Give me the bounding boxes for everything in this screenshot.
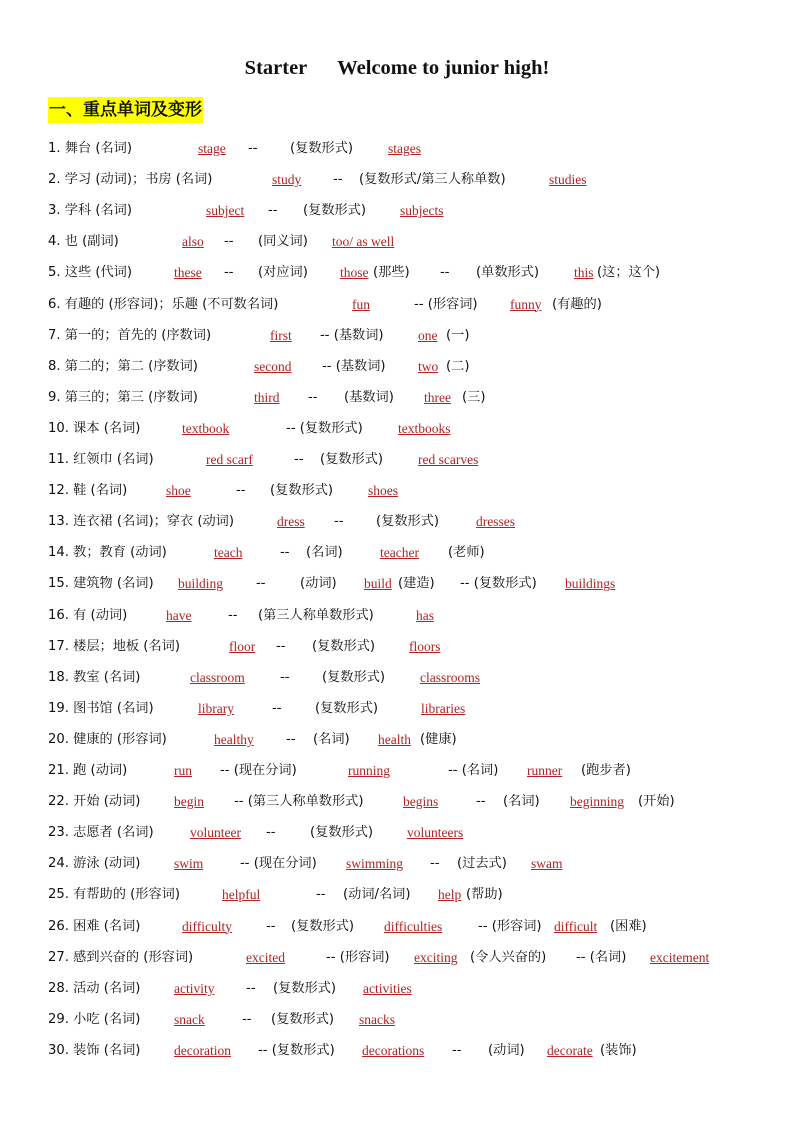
item-text: -- bbox=[440, 265, 450, 281]
vocab-row bbox=[0, 947, 794, 969]
answer-word: help bbox=[438, 887, 462, 903]
answer-word: building bbox=[178, 576, 224, 592]
answer-word: difficulties bbox=[384, 918, 443, 934]
item-text: (装饰) bbox=[600, 1042, 637, 1058]
item-text: (三) bbox=[462, 389, 486, 405]
answer-word: have bbox=[166, 607, 192, 623]
answer-word: studies bbox=[549, 172, 587, 188]
answer-word: classroom bbox=[190, 669, 245, 685]
item-text: (对应词) bbox=[258, 265, 308, 281]
vocab-row bbox=[0, 978, 794, 1000]
item-text: (老师) bbox=[448, 545, 485, 561]
item-text: (过去式) bbox=[457, 856, 507, 872]
item-text: -- (复数形式) bbox=[460, 576, 537, 592]
item-prompt: 8. 第二的；第二 (序数词) bbox=[48, 358, 198, 374]
item-text: -- bbox=[236, 483, 246, 499]
answer-word: decorate bbox=[547, 1042, 593, 1058]
item-text: -- bbox=[452, 1042, 462, 1058]
answer-word: textbook bbox=[182, 420, 230, 436]
vocab-row bbox=[0, 822, 794, 844]
vocab-row bbox=[0, 760, 794, 782]
item-text: (复数形式) bbox=[310, 825, 374, 841]
answer-word: swam bbox=[531, 856, 563, 872]
vocab-row bbox=[0, 1040, 794, 1062]
answer-word: run bbox=[174, 763, 192, 778]
item-prompt: 28. 活动 (名词) bbox=[48, 980, 141, 996]
answer-word: fun bbox=[352, 296, 370, 312]
vocab-row bbox=[0, 636, 794, 658]
item-text: (复数形式) bbox=[315, 700, 379, 716]
answer-word: decoration bbox=[174, 1042, 231, 1058]
item-prompt: 16. 有 (动词) bbox=[48, 607, 128, 623]
item-prompt: 11. 红领巾 (名词) bbox=[48, 452, 154, 467]
item-text: (复数形式) bbox=[303, 203, 367, 219]
vocab-row bbox=[0, 325, 794, 347]
item-prompt: 30. 装饰 (名词) bbox=[48, 1042, 141, 1058]
vocab-row bbox=[0, 729, 794, 751]
item-text: -- bbox=[294, 452, 304, 467]
answer-word: helpful bbox=[222, 887, 261, 903]
item-prompt: 14. 教；教育 (动词) bbox=[48, 545, 167, 561]
item-text: -- bbox=[266, 825, 276, 841]
item-text: (有趣的) bbox=[552, 296, 602, 312]
answer-word: swimming bbox=[346, 856, 404, 872]
item-text: (复数形式) bbox=[271, 1011, 335, 1027]
item-text: -- bbox=[333, 172, 343, 188]
vocab-row bbox=[0, 231, 794, 253]
answer-word: excited bbox=[246, 949, 285, 965]
document-title: Starter Welcome to junior high! bbox=[244, 57, 550, 79]
item-text: -- bbox=[276, 638, 286, 654]
item-text: (二) bbox=[446, 358, 470, 374]
answer-word: study bbox=[272, 172, 302, 188]
item-prompt: 19. 图书馆 (名词) bbox=[48, 700, 154, 716]
answer-word: first bbox=[270, 327, 292, 343]
item-text: (复数形式/第三人称单数) bbox=[359, 172, 506, 188]
item-text: (复数形式) bbox=[322, 669, 386, 685]
item-text: -- bbox=[308, 389, 318, 405]
item-text: -- bbox=[224, 265, 234, 281]
answer-word: excitement bbox=[650, 949, 710, 965]
vocab-row bbox=[0, 542, 794, 564]
item-text: (复数形式) bbox=[290, 141, 354, 156]
item-text: -- (现在分词) bbox=[220, 763, 297, 778]
answer-word: shoes bbox=[368, 483, 398, 499]
answer-word: healthy bbox=[214, 731, 254, 747]
item-prompt: 23. 志愿者 (名词) bbox=[48, 825, 154, 841]
item-text: -- bbox=[286, 731, 296, 747]
answer-word: subjects bbox=[400, 203, 444, 219]
answer-word: snacks bbox=[359, 1011, 395, 1027]
answer-word: swim bbox=[174, 856, 204, 872]
answer-word: snack bbox=[174, 1011, 205, 1027]
item-text: (健康) bbox=[420, 731, 457, 747]
vocab-row bbox=[0, 698, 794, 720]
answer-word: teach bbox=[214, 545, 243, 561]
item-prompt: 4. 也 (副词) bbox=[48, 234, 119, 250]
item-text: (复数形式) bbox=[273, 980, 337, 996]
answer-word: this bbox=[574, 265, 594, 281]
answer-word: red scarf bbox=[206, 452, 253, 467]
item-text: (复数形式) bbox=[312, 638, 376, 654]
answer-word: stage bbox=[198, 141, 226, 156]
vocab-row bbox=[0, 200, 794, 222]
answer-word: too/ as well bbox=[332, 234, 395, 250]
item-text: -- bbox=[246, 980, 256, 996]
answer-word: libraries bbox=[421, 700, 466, 716]
item-text: (单数形式) bbox=[476, 265, 540, 281]
vocab-row bbox=[0, 791, 794, 813]
item-prompt: 3. 学科 (名词) bbox=[48, 203, 133, 219]
item-text: -- bbox=[242, 1011, 252, 1027]
item-text: (开始) bbox=[638, 794, 675, 810]
item-text: (建造) bbox=[398, 576, 435, 592]
item-text: -- (名词) bbox=[576, 949, 627, 965]
item-prompt: 24. 游泳 (动词) bbox=[48, 856, 141, 872]
item-text: (帮助) bbox=[466, 887, 503, 903]
answer-word: red scarves bbox=[418, 452, 479, 467]
item-text: -- (复数形式) bbox=[258, 1042, 335, 1058]
item-text: (复数形式) bbox=[376, 514, 440, 530]
item-prompt: 12. 鞋 (名词) bbox=[48, 483, 128, 499]
item-prompt: 22. 开始 (动词) bbox=[48, 794, 141, 810]
item-text: -- bbox=[476, 794, 486, 810]
item-text: -- bbox=[228, 607, 238, 623]
item-prompt: 29. 小吃 (名词) bbox=[48, 1011, 141, 1027]
item-prompt: 9. 第三的；第三 (序数词) bbox=[48, 389, 198, 405]
item-text: -- bbox=[280, 545, 290, 561]
item-prompt: 6. 有趣的 (形容词)；乐趣 (不可数名词) bbox=[48, 296, 279, 312]
answer-word: volunteer bbox=[190, 825, 241, 841]
answer-word: one bbox=[418, 327, 438, 343]
item-text: -- (现在分词) bbox=[240, 856, 317, 872]
item-text: (跑步者) bbox=[581, 763, 631, 778]
item-prompt: 2. 学习 (动词)；书房 (名词) bbox=[48, 172, 213, 188]
item-prompt: 27. 感到兴奋的 (形容词) bbox=[48, 949, 194, 965]
answer-word: difficult bbox=[554, 918, 598, 934]
item-text: (名词) bbox=[313, 731, 350, 747]
item-text: (动词) bbox=[300, 576, 337, 592]
item-text: (这；这个) bbox=[597, 265, 661, 281]
answer-word: activity bbox=[174, 980, 215, 996]
answer-word: dresses bbox=[476, 514, 515, 530]
answer-word: subject bbox=[206, 203, 245, 219]
answer-word: begins bbox=[403, 794, 439, 810]
item-text: -- bbox=[224, 234, 234, 250]
answer-word: shoe bbox=[166, 483, 191, 499]
answer-word: floor bbox=[229, 638, 256, 654]
item-text: (动词) bbox=[488, 1042, 525, 1058]
vocab-row bbox=[0, 480, 794, 502]
vocab-row bbox=[0, 884, 794, 906]
item-text: (那些) bbox=[373, 265, 410, 281]
answer-word: textbooks bbox=[398, 420, 451, 436]
answer-word: build bbox=[364, 576, 392, 592]
item-text: (名词) bbox=[306, 545, 343, 561]
item-text: -- (复数形式) bbox=[286, 420, 363, 436]
item-text: (令人兴奋的) bbox=[470, 949, 547, 965]
item-text: -- bbox=[430, 856, 440, 872]
item-text: -- (名词) bbox=[448, 763, 499, 778]
vocab-row bbox=[0, 853, 794, 875]
vocab-row bbox=[0, 605, 794, 627]
answer-word: runner bbox=[527, 763, 563, 778]
vocab-row bbox=[0, 169, 794, 191]
vocab-row bbox=[0, 294, 794, 316]
item-prompt: 21. 跑 (动词) bbox=[48, 763, 128, 778]
vocab-row bbox=[0, 387, 794, 409]
item-text: (困难) bbox=[610, 918, 647, 934]
vocab-row bbox=[0, 138, 794, 160]
answer-word: third bbox=[254, 389, 280, 405]
item-prompt: 7. 第一的；首先的 (序数词) bbox=[48, 327, 212, 343]
item-text: -- bbox=[248, 141, 258, 156]
section-heading: 一、重点单词及变形 bbox=[48, 97, 203, 123]
item-text: (同义词) bbox=[258, 234, 308, 250]
item-prompt: 13. 连衣裙 (名词)；穿衣 (动词) bbox=[48, 514, 235, 530]
item-text: (复数形式) bbox=[320, 452, 384, 467]
answer-word: buildings bbox=[565, 576, 616, 592]
answer-word: three bbox=[424, 389, 451, 405]
answer-word: difficulty bbox=[182, 918, 232, 934]
item-prompt: 15. 建筑物 (名词) bbox=[48, 576, 154, 592]
item-prompt: 20. 健康的 (形容词) bbox=[48, 731, 167, 747]
answer-word: decorations bbox=[362, 1042, 425, 1058]
item-text: -- bbox=[256, 576, 266, 592]
answer-word: second bbox=[254, 358, 292, 374]
vocab-row bbox=[0, 418, 794, 440]
item-text: -- bbox=[334, 514, 344, 530]
item-text: -- bbox=[268, 203, 278, 219]
answer-word: those bbox=[340, 265, 369, 281]
answer-word: also bbox=[182, 234, 204, 250]
answer-word: beginning bbox=[570, 794, 624, 810]
answer-word: running bbox=[348, 763, 390, 778]
vocab-row bbox=[0, 573, 794, 595]
item-text: (第三人称单数形式) bbox=[258, 607, 374, 623]
item-prompt: 10. 课本 (名词) bbox=[48, 420, 141, 436]
answer-word: funny bbox=[510, 296, 542, 312]
item-prompt: 17. 楼层；地板 (名词) bbox=[48, 638, 180, 654]
item-text: (复数形式) bbox=[270, 483, 334, 499]
answer-word: dress bbox=[277, 514, 305, 530]
item-text: -- bbox=[316, 887, 326, 903]
item-text: -- bbox=[266, 918, 276, 934]
answer-word: exciting bbox=[414, 949, 458, 965]
answer-word: stages bbox=[388, 141, 421, 156]
item-prompt: 25. 有帮助的 (形容词) bbox=[48, 887, 180, 903]
item-prompt: 18. 教室 (名词) bbox=[48, 669, 141, 685]
answer-word: library bbox=[198, 700, 234, 716]
item-text: -- (第三人称单数形式) bbox=[234, 794, 364, 810]
vocab-row bbox=[0, 1009, 794, 1031]
vocab-row bbox=[0, 667, 794, 689]
vocab-row bbox=[0, 356, 794, 378]
item-text: -- (基数词) bbox=[320, 327, 384, 343]
item-prompt: 5. 这些 (代词) bbox=[48, 265, 133, 281]
item-text: (名词) bbox=[503, 794, 540, 810]
vocab-row bbox=[0, 511, 794, 533]
answer-word: volunteers bbox=[407, 825, 464, 841]
answer-word: activities bbox=[363, 980, 412, 996]
answer-word: health bbox=[378, 731, 411, 747]
item-text: -- (形容词) bbox=[478, 918, 542, 934]
item-text: (基数词) bbox=[344, 389, 394, 405]
vocab-row bbox=[0, 262, 794, 284]
answer-word: classrooms bbox=[420, 669, 480, 685]
item-text: (动词/名词) bbox=[343, 887, 411, 903]
item-text: (复数形式) bbox=[291, 918, 355, 934]
item-text: -- (基数词) bbox=[322, 358, 386, 374]
answer-word: has bbox=[416, 607, 434, 623]
item-text: -- bbox=[280, 669, 290, 685]
answer-word: floors bbox=[409, 638, 441, 654]
vocab-row bbox=[0, 449, 794, 471]
answer-word: these bbox=[174, 265, 202, 281]
item-text: (一) bbox=[446, 327, 470, 343]
item-prompt: 1. 舞台 (名词) bbox=[48, 141, 133, 156]
answer-word: teacher bbox=[380, 545, 419, 561]
item-text: -- (形容词) bbox=[414, 296, 478, 312]
item-prompt: 26. 困难 (名词) bbox=[48, 918, 141, 934]
item-text: -- (形容词) bbox=[326, 949, 390, 965]
answer-word: begin bbox=[174, 794, 204, 810]
item-text: -- bbox=[272, 700, 282, 716]
vocab-row bbox=[0, 916, 794, 938]
answer-word: two bbox=[418, 358, 439, 374]
